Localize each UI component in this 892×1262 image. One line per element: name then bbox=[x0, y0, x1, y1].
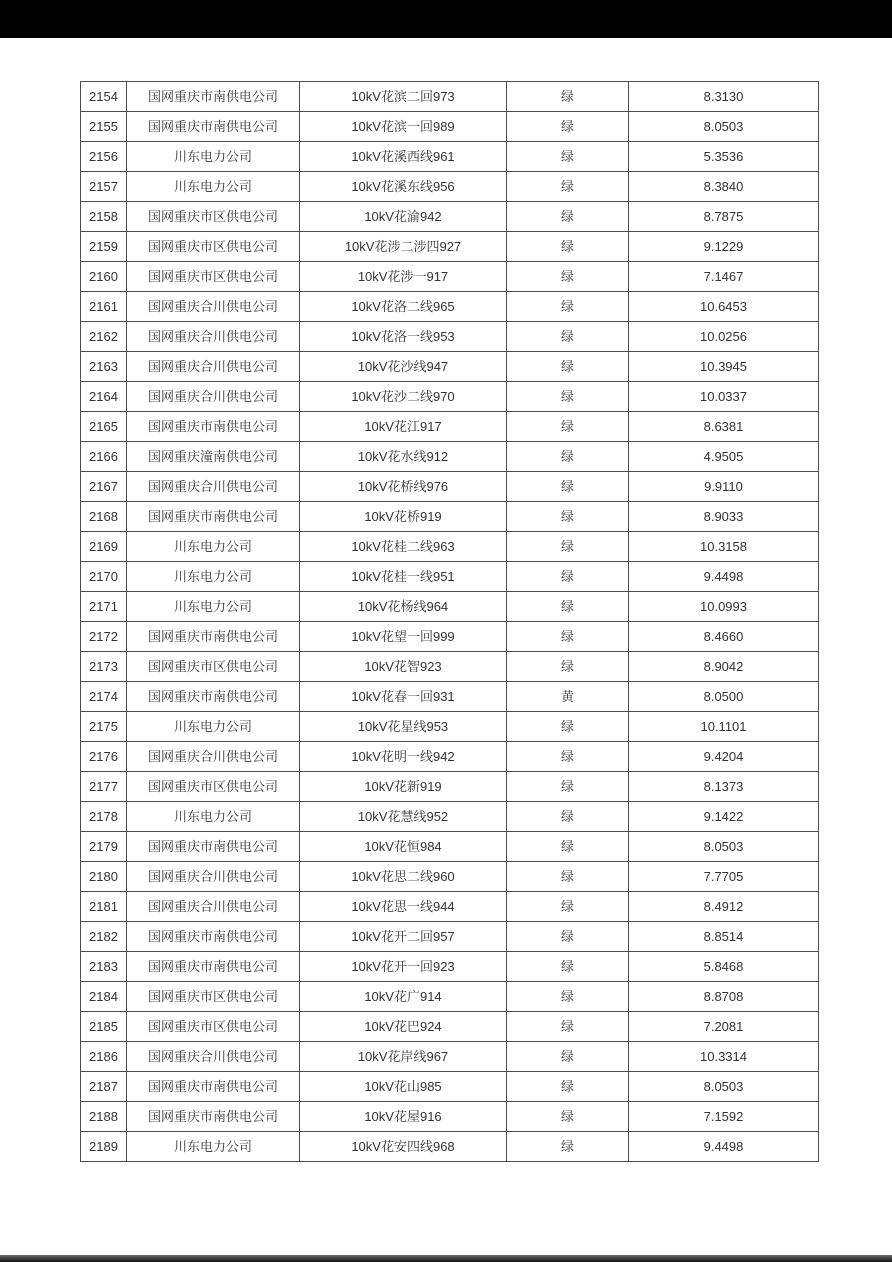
table-row bbox=[81, 922, 819, 952]
company-cell: 国网重庆市南供电公司 bbox=[127, 622, 300, 652]
value-cell: 10.3158 bbox=[629, 532, 819, 562]
row-index-cell: 2180 bbox=[81, 862, 127, 892]
row-index-cell: 2184 bbox=[81, 982, 127, 1012]
line-name-cell: 10kV花安四线968 bbox=[300, 1132, 507, 1162]
company-cell: 川东电力公司 bbox=[127, 712, 300, 742]
company-cell: 国网重庆市南供电公司 bbox=[127, 1072, 300, 1102]
value-cell: 10.0337 bbox=[629, 382, 819, 412]
row-index-cell: 2157 bbox=[81, 172, 127, 202]
table-row bbox=[81, 322, 819, 352]
value-cell: 8.4660 bbox=[629, 622, 819, 652]
status-cell: 绿 bbox=[507, 352, 629, 382]
status-cell: 绿 bbox=[507, 862, 629, 892]
status-cell: 绿 bbox=[507, 832, 629, 862]
company-cell: 国网重庆合川供电公司 bbox=[127, 742, 300, 772]
line-name-cell: 10kV花桂二线963 bbox=[300, 532, 507, 562]
value-cell: 8.9042 bbox=[629, 652, 819, 682]
status-cell: 绿 bbox=[507, 82, 629, 112]
line-name-cell: 10kV花滨一回989 bbox=[300, 112, 507, 142]
table-row bbox=[81, 982, 819, 1012]
row-index-cell: 2163 bbox=[81, 352, 127, 382]
company-cell: 国网重庆市区供电公司 bbox=[127, 262, 300, 292]
company-cell: 国网重庆合川供电公司 bbox=[127, 322, 300, 352]
company-cell: 川东电力公司 bbox=[127, 592, 300, 622]
line-name-cell: 10kV花涉二涉四927 bbox=[300, 232, 507, 262]
company-cell: 国网重庆市区供电公司 bbox=[127, 232, 300, 262]
company-cell: 国网重庆合川供电公司 bbox=[127, 292, 300, 322]
row-index-cell: 2159 bbox=[81, 232, 127, 262]
line-name-cell: 10kV花恒984 bbox=[300, 832, 507, 862]
line-name-cell: 10kV花开二回957 bbox=[300, 922, 507, 952]
table-row bbox=[81, 952, 819, 982]
table-row bbox=[81, 1132, 819, 1162]
row-index-cell: 2177 bbox=[81, 772, 127, 802]
table-row bbox=[81, 172, 819, 202]
table-row bbox=[81, 652, 819, 682]
value-cell: 9.4204 bbox=[629, 742, 819, 772]
row-index-cell: 2170 bbox=[81, 562, 127, 592]
table-row bbox=[81, 1012, 819, 1042]
table-row bbox=[81, 1072, 819, 1102]
line-name-cell: 10kV花巴924 bbox=[300, 1012, 507, 1042]
company-cell: 国网重庆市南供电公司 bbox=[127, 82, 300, 112]
value-cell: 10.6453 bbox=[629, 292, 819, 322]
row-index-cell: 2165 bbox=[81, 412, 127, 442]
value-cell: 8.6381 bbox=[629, 412, 819, 442]
value-cell: 8.9033 bbox=[629, 502, 819, 532]
value-cell: 4.9505 bbox=[629, 442, 819, 472]
company-cell: 国网重庆潼南供电公司 bbox=[127, 442, 300, 472]
row-index-cell: 2173 bbox=[81, 652, 127, 682]
line-name-cell: 10kV花慧线952 bbox=[300, 802, 507, 832]
line-name-cell: 10kV花岸线967 bbox=[300, 1042, 507, 1072]
table-row bbox=[81, 622, 819, 652]
value-cell: 8.0503 bbox=[629, 832, 819, 862]
value-cell: 9.1229 bbox=[629, 232, 819, 262]
value-cell: 7.2081 bbox=[629, 1012, 819, 1042]
status-cell: 绿 bbox=[507, 1042, 629, 1072]
status-cell: 绿 bbox=[507, 142, 629, 172]
value-cell: 7.1467 bbox=[629, 262, 819, 292]
status-cell: 绿 bbox=[507, 562, 629, 592]
table-row bbox=[81, 442, 819, 472]
status-cell: 绿 bbox=[507, 1072, 629, 1102]
table-row bbox=[81, 592, 819, 622]
value-cell: 8.3840 bbox=[629, 172, 819, 202]
row-index-cell: 2186 bbox=[81, 1042, 127, 1072]
line-name-cell: 10kV花渝942 bbox=[300, 202, 507, 232]
table-row bbox=[81, 382, 819, 412]
row-index-cell: 2162 bbox=[81, 322, 127, 352]
row-index-cell: 2182 bbox=[81, 922, 127, 952]
value-cell: 10.3314 bbox=[629, 1042, 819, 1072]
line-name-cell: 10kV花思一线944 bbox=[300, 892, 507, 922]
row-index-cell: 2187 bbox=[81, 1072, 127, 1102]
table-row bbox=[81, 202, 819, 232]
status-cell: 绿 bbox=[507, 472, 629, 502]
row-index-cell: 2175 bbox=[81, 712, 127, 742]
value-cell: 10.3945 bbox=[629, 352, 819, 382]
table-row bbox=[81, 562, 819, 592]
table-row bbox=[81, 232, 819, 262]
table-row bbox=[81, 352, 819, 382]
line-name-cell: 10kV花屋916 bbox=[300, 1102, 507, 1132]
status-cell: 绿 bbox=[507, 112, 629, 142]
company-cell: 国网重庆合川供电公司 bbox=[127, 472, 300, 502]
value-cell: 10.0993 bbox=[629, 592, 819, 622]
company-cell: 国网重庆市南供电公司 bbox=[127, 952, 300, 982]
value-cell: 7.1592 bbox=[629, 1102, 819, 1132]
table-row bbox=[81, 832, 819, 862]
table-row bbox=[81, 82, 819, 112]
status-cell: 绿 bbox=[507, 952, 629, 982]
value-cell: 9.4498 bbox=[629, 1132, 819, 1162]
table-row bbox=[81, 412, 819, 442]
row-index-cell: 2178 bbox=[81, 802, 127, 832]
value-cell: 8.1373 bbox=[629, 772, 819, 802]
company-cell: 国网重庆市南供电公司 bbox=[127, 922, 300, 952]
company-cell: 川东电力公司 bbox=[127, 562, 300, 592]
table-row bbox=[81, 892, 819, 922]
row-index-cell: 2166 bbox=[81, 442, 127, 472]
row-index-cell: 2160 bbox=[81, 262, 127, 292]
company-cell: 国网重庆合川供电公司 bbox=[127, 382, 300, 412]
table-row bbox=[81, 142, 819, 172]
table-row bbox=[81, 262, 819, 292]
line-name-cell: 10kV花望一回999 bbox=[300, 622, 507, 652]
value-cell: 5.8468 bbox=[629, 952, 819, 982]
row-index-cell: 2188 bbox=[81, 1102, 127, 1132]
row-index-cell: 2156 bbox=[81, 142, 127, 172]
status-cell: 绿 bbox=[507, 502, 629, 532]
value-cell: 8.0500 bbox=[629, 682, 819, 712]
status-cell: 绿 bbox=[507, 1012, 629, 1042]
table-row bbox=[81, 532, 819, 562]
company-cell: 川东电力公司 bbox=[127, 532, 300, 562]
company-cell: 川东电力公司 bbox=[127, 802, 300, 832]
value-cell: 8.8708 bbox=[629, 982, 819, 1012]
table-row bbox=[81, 472, 819, 502]
company-cell: 国网重庆市南供电公司 bbox=[127, 1102, 300, 1132]
row-index-cell: 2172 bbox=[81, 622, 127, 652]
company-cell: 国网重庆市区供电公司 bbox=[127, 1012, 300, 1042]
value-cell: 8.3130 bbox=[629, 82, 819, 112]
line-name-cell: 10kV花滨二回973 bbox=[300, 82, 507, 112]
row-index-cell: 2161 bbox=[81, 292, 127, 322]
table-row bbox=[81, 112, 819, 142]
status-cell: 绿 bbox=[507, 712, 629, 742]
status-cell: 绿 bbox=[507, 262, 629, 292]
status-cell: 绿 bbox=[507, 292, 629, 322]
status-cell: 绿 bbox=[507, 532, 629, 562]
table-row bbox=[81, 502, 819, 532]
status-cell: 绿 bbox=[507, 652, 629, 682]
company-cell: 国网重庆市南供电公司 bbox=[127, 832, 300, 862]
row-index-cell: 2155 bbox=[81, 112, 127, 142]
viewer-top-bar bbox=[0, 0, 892, 38]
table-row bbox=[81, 1102, 819, 1132]
line-name-cell: 10kV花溪东线956 bbox=[300, 172, 507, 202]
line-name-cell: 10kV花明一线942 bbox=[300, 742, 507, 772]
row-index-cell: 2171 bbox=[81, 592, 127, 622]
company-cell: 国网重庆市区供电公司 bbox=[127, 652, 300, 682]
line-name-cell: 10kV花溪西线961 bbox=[300, 142, 507, 172]
line-name-cell: 10kV花桂一线951 bbox=[300, 562, 507, 592]
line-name-cell: 10kV花桥919 bbox=[300, 502, 507, 532]
company-cell: 国网重庆市南供电公司 bbox=[127, 412, 300, 442]
company-cell: 川东电力公司 bbox=[127, 1132, 300, 1162]
value-cell: 5.3536 bbox=[629, 142, 819, 172]
status-cell: 绿 bbox=[507, 172, 629, 202]
company-cell: 国网重庆市南供电公司 bbox=[127, 502, 300, 532]
table-row bbox=[81, 802, 819, 832]
value-cell: 8.4912 bbox=[629, 892, 819, 922]
row-index-cell: 2164 bbox=[81, 382, 127, 412]
value-cell: 8.8514 bbox=[629, 922, 819, 952]
table-row bbox=[81, 1042, 819, 1072]
status-cell: 绿 bbox=[507, 322, 629, 352]
company-cell: 国网重庆合川供电公司 bbox=[127, 1042, 300, 1072]
table-row bbox=[81, 682, 819, 712]
table-body bbox=[81, 82, 819, 1162]
row-index-cell: 2189 bbox=[81, 1132, 127, 1162]
status-cell: 绿 bbox=[507, 202, 629, 232]
row-index-cell: 2168 bbox=[81, 502, 127, 532]
company-cell: 国网重庆市区供电公司 bbox=[127, 982, 300, 1012]
table-row bbox=[81, 292, 819, 322]
row-index-cell: 2154 bbox=[81, 82, 127, 112]
company-cell: 国网重庆合川供电公司 bbox=[127, 352, 300, 382]
value-cell: 9.1422 bbox=[629, 802, 819, 832]
row-index-cell: 2183 bbox=[81, 952, 127, 982]
status-cell: 绿 bbox=[507, 922, 629, 952]
row-index-cell: 2176 bbox=[81, 742, 127, 772]
table-row bbox=[81, 862, 819, 892]
value-cell: 9.9110 bbox=[629, 472, 819, 502]
row-index-cell: 2179 bbox=[81, 832, 127, 862]
value-cell: 9.4498 bbox=[629, 562, 819, 592]
row-index-cell: 2169 bbox=[81, 532, 127, 562]
company-cell: 国网重庆市区供电公司 bbox=[127, 772, 300, 802]
status-cell: 绿 bbox=[507, 772, 629, 802]
line-name-cell: 10kV花沙线947 bbox=[300, 352, 507, 382]
line-name-cell: 10kV花开一回923 bbox=[300, 952, 507, 982]
company-cell: 国网重庆合川供电公司 bbox=[127, 892, 300, 922]
status-cell: 绿 bbox=[507, 892, 629, 922]
value-cell: 8.0503 bbox=[629, 112, 819, 142]
status-cell: 绿 bbox=[507, 1102, 629, 1132]
company-cell: 国网重庆合川供电公司 bbox=[127, 862, 300, 892]
line-name-cell: 10kV花思二线960 bbox=[300, 862, 507, 892]
line-name-cell: 10kV花星线953 bbox=[300, 712, 507, 742]
value-cell: 8.0503 bbox=[629, 1072, 819, 1102]
line-name-cell: 10kV花水线912 bbox=[300, 442, 507, 472]
line-name-cell: 10kV花涉一917 bbox=[300, 262, 507, 292]
status-cell: 绿 bbox=[507, 592, 629, 622]
line-name-cell: 10kV花山985 bbox=[300, 1072, 507, 1102]
status-cell: 绿 bbox=[507, 382, 629, 412]
row-index-cell: 2158 bbox=[81, 202, 127, 232]
page-bottom-edge bbox=[0, 1255, 892, 1262]
row-index-cell: 2181 bbox=[81, 892, 127, 922]
company-cell: 川东电力公司 bbox=[127, 142, 300, 172]
line-name-cell: 10kV花春一回931 bbox=[300, 682, 507, 712]
status-cell: 黄 bbox=[507, 682, 629, 712]
line-name-cell: 10kV花杨线964 bbox=[300, 592, 507, 622]
table-row bbox=[81, 772, 819, 802]
status-cell: 绿 bbox=[507, 982, 629, 1012]
row-index-cell: 2185 bbox=[81, 1012, 127, 1042]
line-name-cell: 10kV花智923 bbox=[300, 652, 507, 682]
company-cell: 国网重庆市区供电公司 bbox=[127, 202, 300, 232]
company-cell: 川东电力公司 bbox=[127, 172, 300, 202]
line-name-cell: 10kV花江917 bbox=[300, 412, 507, 442]
row-index-cell: 2167 bbox=[81, 472, 127, 502]
status-cell: 绿 bbox=[507, 412, 629, 442]
value-cell: 7.7705 bbox=[629, 862, 819, 892]
power-line-table bbox=[80, 81, 819, 1162]
status-cell: 绿 bbox=[507, 802, 629, 832]
table-row bbox=[81, 712, 819, 742]
value-cell: 10.1101 bbox=[629, 712, 819, 742]
status-cell: 绿 bbox=[507, 742, 629, 772]
line-name-cell: 10kV花新919 bbox=[300, 772, 507, 802]
status-cell: 绿 bbox=[507, 442, 629, 472]
status-cell: 绿 bbox=[507, 1132, 629, 1162]
line-name-cell: 10kV花洛一线953 bbox=[300, 322, 507, 352]
value-cell: 10.0256 bbox=[629, 322, 819, 352]
document-page bbox=[0, 38, 892, 1255]
row-index-cell: 2174 bbox=[81, 682, 127, 712]
status-cell: 绿 bbox=[507, 232, 629, 262]
line-name-cell: 10kV花桥线976 bbox=[300, 472, 507, 502]
line-name-cell: 10kV花沙二线970 bbox=[300, 382, 507, 412]
line-name-cell: 10kV花广914 bbox=[300, 982, 507, 1012]
line-name-cell: 10kV花洛二线965 bbox=[300, 292, 507, 322]
table-row bbox=[81, 742, 819, 772]
company-cell: 国网重庆市南供电公司 bbox=[127, 682, 300, 712]
value-cell: 8.7875 bbox=[629, 202, 819, 232]
status-cell: 绿 bbox=[507, 622, 629, 652]
company-cell: 国网重庆市南供电公司 bbox=[127, 112, 300, 142]
